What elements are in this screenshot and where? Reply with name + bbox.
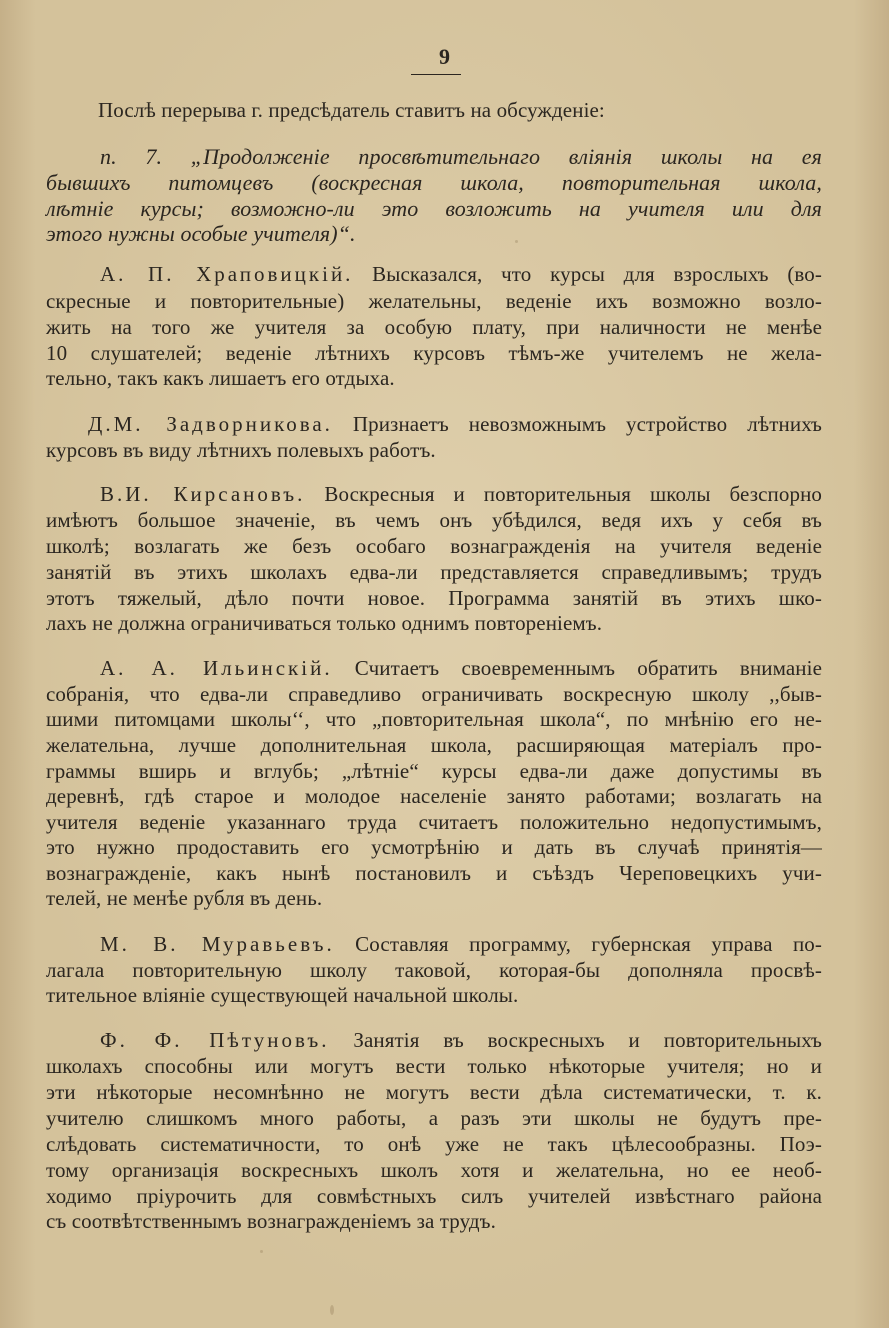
- paper-speck: [260, 1250, 263, 1253]
- speech-text: скресные и повторительные) желательны, веденіе ихъ возможно возло-: [46, 289, 822, 313]
- speech-line: [46, 1106, 822, 1130]
- intro-line: [98, 98, 708, 122]
- speech-text: слѣдовать систематичности, то онѣ уже не такъ цѣлесообразны. Поэ-: [46, 1132, 822, 1156]
- speech-text: тительное вліяніе существующей начальной школы.: [46, 983, 519, 1007]
- speech-text: лагала повторительную школу таковой, которая-бы дополняла просвѣ-: [46, 958, 822, 982]
- speech-text: эти нѣкоторые несомнѣнно не могутъ вести дѣла систематически, т. к.: [46, 1080, 822, 1104]
- speech-text: съ соотвѣтственнымъ вознагражденіемъ за трудъ.: [46, 1209, 496, 1233]
- speech-line: [46, 886, 889, 910]
- speech-text: имѣютъ большое значеніе, въ чемъ онъ убѣдился, ведя ихъ у себя въ: [46, 508, 822, 532]
- speaker-name: А. П. Храповицкій.: [100, 262, 354, 286]
- speech-text: деревнѣ, гдѣ старое и молодое населеніе занято работами; возлагать на: [46, 784, 822, 808]
- speech-text: Считаетъ своевременнымъ обратить вниманіе: [332, 656, 822, 680]
- speech-text: Составляя программу, губернская управа по-: [334, 932, 823, 956]
- intro-text: Послѣ перерыва г. предсѣдатель ставитъ на обсужденіе:: [98, 98, 605, 122]
- speech-line: [100, 262, 822, 286]
- speech-line: [46, 438, 889, 462]
- speech-line: [46, 560, 822, 584]
- page-number: 9: [439, 44, 450, 69]
- speech-line: [46, 707, 822, 731]
- speaker-name: Д.М. Задворникова.: [88, 412, 333, 436]
- speech-text: занятій въ этихъ школахъ едва-ли представляется справедливымъ; трудъ: [46, 560, 822, 584]
- speech-line: [46, 289, 822, 313]
- topic-line: [46, 222, 889, 246]
- speech-text: тому организація воскресныхъ школъ хотя и желательна, но ее необ-: [46, 1158, 822, 1182]
- paper-speck: [330, 1305, 334, 1315]
- speech-line: [46, 733, 822, 757]
- speech-line: [46, 534, 822, 558]
- speech-text: 10 слушателей; веденіе лѣтнихъ курсовъ тѣмъ-же учителемъ не жела-: [46, 341, 822, 365]
- speaker-name: В.И. Кирсановъ.: [100, 482, 306, 506]
- speech-line: [46, 586, 822, 610]
- speech-line: [46, 1184, 822, 1208]
- speech-line: [46, 1209, 889, 1233]
- speech-line: [46, 508, 822, 532]
- speech-line: [46, 1054, 822, 1078]
- speech-line: [46, 958, 822, 982]
- topic-line: [46, 197, 822, 221]
- speech-line: [100, 656, 822, 680]
- speech-text: курсовъ въ виду лѣтнихъ полевыхъ работъ.: [46, 438, 436, 462]
- speech-line: [46, 341, 822, 365]
- topic-line: [100, 145, 822, 169]
- speech-text: это нужно продоставить его усмотрѣнію и дать въ случаѣ принятія—: [46, 835, 822, 859]
- speech-text: Признаетъ невозможнымъ устройство лѣтнихъ: [332, 412, 822, 436]
- speech-line: [88, 412, 822, 436]
- speech-text: собранія, что едва-ли справедливо ограничивать воскресную школу ,,быв-: [46, 682, 822, 706]
- speech-line: [46, 810, 822, 834]
- speech-text: учителю слишкомъ много работы, а разъ эти школы не будутъ пре-: [46, 1106, 822, 1130]
- topic-line: [46, 171, 822, 195]
- speech-line: [100, 932, 822, 956]
- speech-line: [100, 1028, 822, 1052]
- speaker-name: М. В. Муравьевъ.: [100, 932, 335, 956]
- speech-text: жить на того же учителя за особую плату, при наличности не менѣе: [46, 315, 822, 339]
- speech-text: ходимо пріурочить для совмѣстныхъ силъ учителей извѣстнаго района: [46, 1184, 822, 1208]
- speech-text: тельно, такъ какъ лишаетъ его отдыха.: [46, 366, 395, 390]
- speech-text: школѣ; возлагать же безъ особаго вознагражденія на учителя веденіе: [46, 534, 822, 558]
- speech-text: желательна, лучше дополнительная школа, расширяющая матеріалъ про-: [46, 733, 822, 757]
- speech-text: Высказался, что курсы для взрослыхъ (во-: [353, 262, 822, 286]
- speaker-name: Ф. Ф. Пѣтуновъ.: [100, 1028, 330, 1052]
- speech-line: [46, 784, 822, 808]
- speech-line: [46, 366, 889, 390]
- speech-text: Занятія въ воскресныхъ и повторительныхъ: [329, 1028, 823, 1052]
- speech-line: [46, 759, 822, 783]
- speech-line: [46, 861, 822, 885]
- topic-text: бывшихъ питомцевъ (воскресная школа, повторительная школа,: [46, 170, 822, 195]
- speech-text: Воскресныя и повторительныя школы безспорно: [305, 482, 823, 506]
- speech-line: [100, 482, 822, 506]
- speech-text: учителя веденіе указаннаго труда считаетъ положительно недопустимымъ,: [46, 810, 822, 834]
- topic-text: п. 7. „Продолженіе просвѣтительнаго вліянія школы на ея: [100, 144, 822, 169]
- speech-line: [46, 682, 822, 706]
- speech-line: [46, 315, 822, 339]
- speech-line: [46, 611, 889, 635]
- speech-line: [46, 983, 889, 1007]
- page-number-rule: [411, 74, 461, 75]
- speech-line: [46, 1158, 822, 1182]
- topic-text: лѣтніе курсы; возможно-ли это возложить на учителя или для: [46, 196, 822, 221]
- topic-text: этого нужны особые учителя)“.: [46, 221, 356, 246]
- speech-text: шими питомцами школы‘‘, что „повторительная школа“, по мнѣнію его не-: [46, 707, 822, 731]
- speech-line: [46, 1080, 822, 1104]
- speech-line: [46, 835, 822, 859]
- speech-text: лахъ не должна ограничиваться только однимъ повтореніемъ.: [46, 611, 603, 635]
- speech-text: вознагражденіе, какъ нынѣ постановилъ и съѣздъ Череповецкихъ учи-: [46, 861, 822, 885]
- speech-line: [46, 1132, 822, 1156]
- speech-text: этотъ тяжелый, дѣло почти новое. Программа занятій въ этихъ шко-: [46, 586, 822, 610]
- speech-text: телей, не менѣе рубля въ день.: [46, 886, 323, 910]
- paper-speck: [515, 240, 518, 243]
- speech-text: граммы вширь и вглубь; „лѣтніе“ курсы едва-ли даже допустимы въ: [46, 759, 822, 783]
- speech-text: школахъ способны или могутъ вести только нѣкоторые учителя; но и: [46, 1054, 822, 1078]
- speaker-name: А. А. Ильинскій.: [100, 656, 333, 680]
